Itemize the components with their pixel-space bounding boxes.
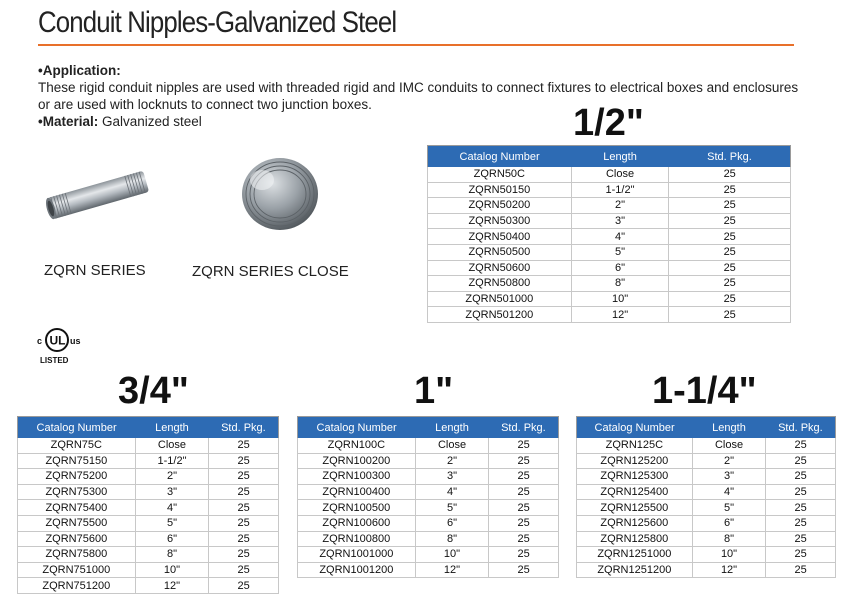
ul-listed-text: LISTED [40, 356, 69, 365]
std-pkg-cell: 25 [209, 515, 279, 531]
std-pkg-cell: 25 [669, 213, 791, 229]
header-length: Length [135, 417, 209, 439]
catalog-number-cell: ZQRN501000 [428, 291, 572, 307]
application-text-line-1: These rigid conduit nipples are used with threaded rigid and IMC conduits to connect fixtures to electrical boxes and enclosures [38, 80, 799, 95]
material-label: •Material: [38, 114, 99, 129]
length-cell: 3" [571, 213, 669, 229]
length-cell: Close [571, 167, 669, 182]
table-row [298, 453, 559, 469]
catalog-number-cell: ZQRN75400 [18, 500, 136, 516]
table-row [428, 276, 791, 292]
table-row [18, 469, 279, 485]
length-cell: 1-1/2" [135, 453, 209, 469]
catalog-number-cell: ZQRN100500 [298, 500, 416, 516]
catalog-number-cell: ZQRN50800 [428, 276, 572, 292]
std-pkg-cell: 25 [766, 531, 836, 547]
zqrn-series-close-nipple-image [232, 150, 326, 234]
spec-table-one-quarter [576, 416, 836, 578]
ul-listed-icon [35, 322, 87, 368]
length-cell: 2" [135, 469, 209, 485]
catalog-number-cell: ZQRN751000 [18, 562, 136, 578]
std-pkg-cell: 25 [669, 167, 791, 182]
std-pkg-cell: 25 [766, 438, 836, 453]
table-row [298, 547, 559, 563]
table-row [577, 500, 836, 516]
table-row [428, 260, 791, 276]
std-pkg-cell: 25 [766, 453, 836, 469]
length-cell: 6" [135, 531, 209, 547]
catalog-number-cell: ZQRN125200 [577, 453, 693, 469]
table-row [428, 291, 791, 307]
zqrn-series-label: ZQRN SERIES [44, 262, 146, 279]
header-length: Length [692, 417, 766, 439]
spec-table-one [297, 416, 559, 578]
ul-text: UL [49, 333, 66, 348]
catalog-number-cell: ZQRN501200 [428, 307, 572, 323]
std-pkg-cell: 25 [489, 515, 559, 531]
catalog-number-cell: ZQRN751200 [18, 578, 136, 594]
std-pkg-cell: 25 [489, 438, 559, 453]
length-cell: 4" [135, 500, 209, 516]
table-row [18, 453, 279, 469]
catalog-number-cell: ZQRN100400 [298, 484, 416, 500]
size-heading-half: 1/2" [573, 102, 644, 144]
std-pkg-cell: 25 [766, 484, 836, 500]
length-cell: Close [135, 438, 209, 453]
std-pkg-cell: 25 [209, 500, 279, 516]
size-heading-three-quarter: 3/4" [118, 370, 189, 412]
std-pkg-cell: 25 [669, 291, 791, 307]
table-row [577, 515, 836, 531]
std-pkg-cell: 25 [209, 453, 279, 469]
catalog-number-cell: ZQRN75150 [18, 453, 136, 469]
catalog-number-cell: ZQRN125600 [577, 515, 693, 531]
catalog-number-cell: ZQRN125800 [577, 531, 693, 547]
table-row [577, 438, 836, 453]
table-row [428, 182, 791, 198]
length-cell: Close [415, 438, 489, 453]
table-row [18, 531, 279, 547]
table-row [298, 500, 559, 516]
length-cell: 8" [571, 276, 669, 292]
std-pkg-cell: 25 [489, 531, 559, 547]
catalog-number-cell: ZQRN50150 [428, 182, 572, 198]
length-cell: 8" [415, 531, 489, 547]
std-pkg-cell: 25 [209, 531, 279, 547]
std-pkg-cell: 25 [766, 469, 836, 485]
header-std-pkg: Std. Pkg. [209, 417, 279, 439]
table-row [298, 562, 559, 578]
table-row [18, 562, 279, 578]
table-row [18, 578, 279, 594]
catalog-number-cell: ZQRN100C [298, 438, 416, 453]
length-cell: 2" [415, 453, 489, 469]
table-row [298, 469, 559, 485]
header-std-pkg: Std. Pkg. [489, 417, 559, 439]
std-pkg-cell: 25 [669, 276, 791, 292]
catalog-number-cell: ZQRN50300 [428, 213, 572, 229]
ul-c-mark: c [37, 336, 43, 346]
header-catalog-number: Catalog Number [18, 417, 136, 439]
table-row [18, 515, 279, 531]
length-cell: 10" [135, 562, 209, 578]
length-cell: 4" [571, 229, 669, 245]
catalog-number-cell: ZQRN100800 [298, 531, 416, 547]
std-pkg-cell: 25 [209, 438, 279, 453]
length-cell: 6" [571, 260, 669, 276]
catalog-number-cell: ZQRN75800 [18, 547, 136, 563]
size-heading-one: 1" [414, 370, 454, 412]
length-cell: 12" [135, 578, 209, 594]
std-pkg-cell: 25 [209, 484, 279, 500]
table-row [298, 484, 559, 500]
catalog-number-cell: ZQRN50600 [428, 260, 572, 276]
length-cell: 2" [692, 453, 766, 469]
std-pkg-cell: 25 [669, 307, 791, 323]
catalog-number-cell: ZQRN75300 [18, 484, 136, 500]
catalog-number-cell: ZQRN75500 [18, 515, 136, 531]
catalog-number-cell: ZQRN1001000 [298, 547, 416, 563]
length-cell: 5" [692, 500, 766, 516]
length-cell: 1-1/2" [571, 182, 669, 198]
std-pkg-cell: 25 [489, 469, 559, 485]
catalog-number-cell: ZQRN50500 [428, 244, 572, 260]
table-row [577, 547, 836, 563]
header-catalog-number: Catalog Number [577, 417, 693, 439]
length-cell: 3" [415, 469, 489, 485]
std-pkg-cell: 25 [489, 547, 559, 563]
length-cell: 4" [415, 484, 489, 500]
table-row [428, 244, 791, 260]
table-row [298, 531, 559, 547]
length-cell: 4" [692, 484, 766, 500]
length-cell: 12" [415, 562, 489, 578]
spec-table-half [427, 145, 791, 323]
std-pkg-cell: 25 [766, 500, 836, 516]
catalog-number-cell: ZQRN50C [428, 167, 572, 182]
length-cell: 6" [692, 515, 766, 531]
table-row [18, 547, 279, 563]
length-cell: 3" [135, 484, 209, 500]
std-pkg-cell: 25 [209, 578, 279, 594]
catalog-number-cell: ZQRN1001200 [298, 562, 416, 578]
std-pkg-cell: 25 [489, 500, 559, 516]
catalog-number-cell: ZQRN100200 [298, 453, 416, 469]
page-title: Conduit Nipples-Galvanized Steel [38, 6, 397, 39]
catalog-number-cell: ZQRN125400 [577, 484, 693, 500]
std-pkg-cell: 25 [489, 484, 559, 500]
length-cell: 6" [415, 515, 489, 531]
std-pkg-cell: 25 [766, 515, 836, 531]
table-row [428, 198, 791, 214]
catalog-number-cell: ZQRN50200 [428, 198, 572, 214]
table-row [577, 484, 836, 500]
length-cell: 12" [692, 562, 766, 578]
application-heading: •Application: [38, 63, 121, 78]
length-cell: 10" [692, 547, 766, 563]
table-row [298, 515, 559, 531]
std-pkg-cell: 25 [209, 469, 279, 485]
table-row [577, 531, 836, 547]
table-row [428, 229, 791, 245]
ul-us-mark: us [70, 336, 81, 346]
table-row [428, 213, 791, 229]
length-cell: 10" [415, 547, 489, 563]
std-pkg-cell: 25 [489, 562, 559, 578]
std-pkg-cell: 25 [766, 562, 836, 578]
zqrn-series-close-label: ZQRN SERIES CLOSE [192, 263, 349, 280]
length-cell: 5" [571, 244, 669, 260]
length-cell: 3" [692, 469, 766, 485]
catalog-number-cell: ZQRN50400 [428, 229, 572, 245]
table-row [428, 307, 791, 323]
catalog-number-cell: ZQRN100300 [298, 469, 416, 485]
std-pkg-cell: 25 [669, 244, 791, 260]
header-length: Length [571, 146, 669, 168]
catalog-number-cell: ZQRN75600 [18, 531, 136, 547]
catalog-number-cell: ZQRN1251000 [577, 547, 693, 563]
catalog-number-cell: ZQRN75C [18, 438, 136, 453]
length-cell: 5" [135, 515, 209, 531]
table-row [18, 500, 279, 516]
catalog-number-cell: ZQRN125C [577, 438, 693, 453]
std-pkg-cell: 25 [669, 182, 791, 198]
std-pkg-cell: 25 [209, 547, 279, 563]
table-row [428, 167, 791, 182]
table-row [577, 562, 836, 578]
title-divider [38, 44, 794, 46]
length-cell: Close [692, 438, 766, 453]
header-catalog-number: Catalog Number [428, 146, 572, 168]
material-value: Galvanized steel [98, 114, 202, 129]
std-pkg-cell: 25 [669, 198, 791, 214]
table-row [577, 469, 836, 485]
table-row [577, 453, 836, 469]
table-row [298, 438, 559, 453]
length-cell: 12" [571, 307, 669, 323]
catalog-number-cell: ZQRN100600 [298, 515, 416, 531]
length-cell: 5" [415, 500, 489, 516]
std-pkg-cell: 25 [669, 229, 791, 245]
catalog-number-cell: ZQRN125300 [577, 469, 693, 485]
catalog-number-cell: ZQRN1251200 [577, 562, 693, 578]
length-cell: 2" [571, 198, 669, 214]
table-row [18, 438, 279, 453]
catalog-number-cell: ZQRN125500 [577, 500, 693, 516]
length-cell: 10" [571, 291, 669, 307]
catalog-number-cell: ZQRN75200 [18, 469, 136, 485]
application-text-line-2: or are used with locknuts to connect two junction boxes. [38, 97, 372, 112]
header-catalog-number: Catalog Number [298, 417, 416, 439]
application-section [38, 62, 808, 130]
spec-table-three-quarter [17, 416, 279, 594]
length-cell: 8" [692, 531, 766, 547]
std-pkg-cell: 25 [669, 260, 791, 276]
length-cell: 8" [135, 547, 209, 563]
header-std-pkg: Std. Pkg. [669, 146, 791, 168]
header-length: Length [415, 417, 489, 439]
std-pkg-cell: 25 [766, 547, 836, 563]
std-pkg-cell: 25 [209, 562, 279, 578]
size-heading-one-quarter: 1-1/4" [652, 370, 757, 412]
std-pkg-cell: 25 [489, 453, 559, 469]
table-row [18, 484, 279, 500]
header-std-pkg: Std. Pkg. [766, 417, 836, 439]
zqrn-series-nipple-image [38, 160, 158, 230]
